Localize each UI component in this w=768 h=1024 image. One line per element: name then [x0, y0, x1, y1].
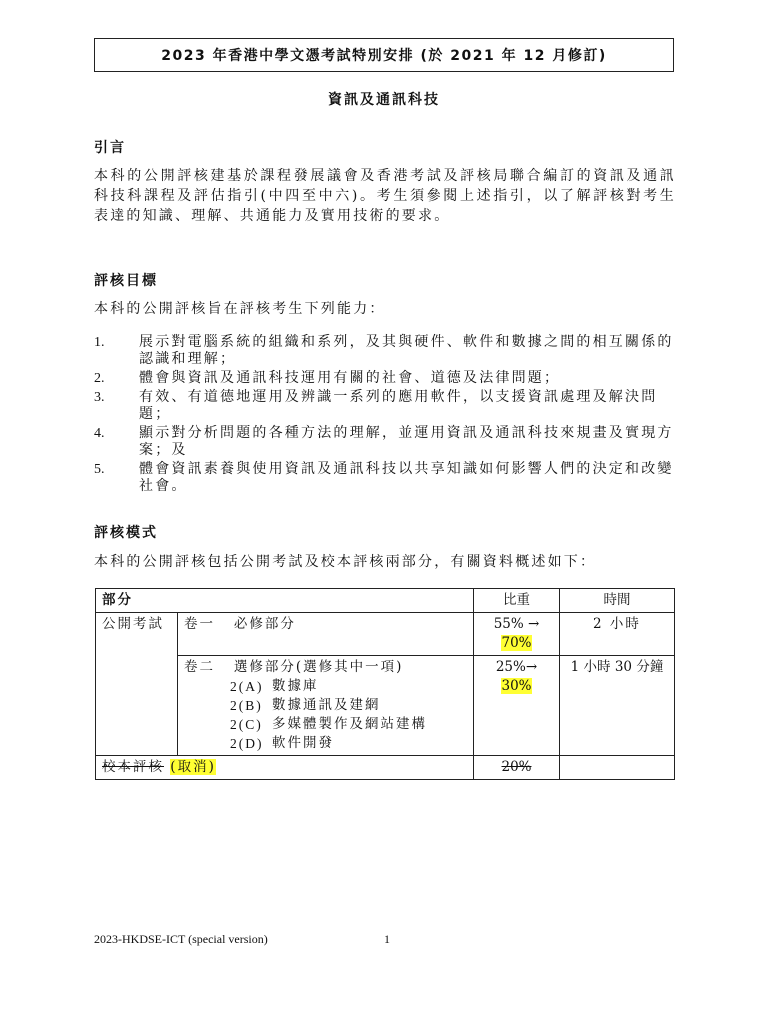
header-time: 時間 [560, 589, 675, 613]
list-item [230, 715, 467, 734]
paper2-options [184, 677, 467, 753]
paper2-desc: 選修部分(選修其中一項) [233, 659, 404, 675]
footer-doc-id: 2023-HKDSE-ICT (special version) [94, 932, 268, 946]
sba-cancelled-badge: (取消) [170, 759, 216, 775]
table-row [96, 613, 675, 656]
arrow-icon: → [525, 659, 538, 675]
option-label: 數據通訊及建網 [272, 697, 381, 713]
intro-heading: 引言 [94, 140, 126, 156]
table-row [96, 756, 675, 780]
paper2-weight [474, 656, 560, 756]
header-weight: 比重 [474, 589, 560, 613]
header-part: 部分 [96, 589, 474, 613]
option-code: 2(D) [230, 736, 264, 751]
option-label: 軟件開發 [272, 735, 334, 751]
list-item-number: 1. [94, 335, 105, 350]
paper1-weight-old: 55% [493, 616, 524, 632]
paper2-cell [178, 656, 474, 756]
mode-heading: 評核模式 [94, 525, 158, 541]
option-code: 2(C) [230, 717, 263, 732]
option-label: 數據庫 [272, 678, 319, 694]
list-item-number: 3. [94, 390, 105, 405]
public-exam-label: 公開考試 [96, 613, 178, 656]
objectives-heading: 評核目標 [94, 273, 158, 289]
paper1-weight-new: 70% [501, 635, 532, 651]
list-item-text: 體會與資訊及通訊科技運用有關的社會、道德及法律問題； [139, 370, 561, 386]
list-item-number: 2. [94, 371, 105, 386]
list-item-text: 有效、有道德地運用及辨識一系列的應用軟件，以支援資訊處理及解決問題； [139, 389, 658, 422]
list-item [94, 425, 676, 459]
sba-label: 校本評核 [102, 759, 164, 775]
objectives-lead: 本科的公開評核旨在評核考生下列能力： [94, 301, 386, 317]
subject-title: 資訊及通訊科技 [328, 92, 440, 108]
table-row [96, 656, 675, 756]
table-header-row [96, 589, 675, 613]
sba-time [560, 756, 675, 780]
document-title-box [94, 38, 674, 72]
paper2-weight-old: 25% [495, 659, 526, 675]
list-item-number: 4. [94, 426, 105, 441]
paper1-weight [474, 613, 560, 656]
paper2-name: 卷二 [184, 659, 215, 675]
paper2-weight-new: 30% [501, 678, 532, 694]
list-item [94, 389, 676, 423]
list-item [94, 461, 676, 495]
list-item-text: 展示對電腦系統的組織和系列，及其與硬件、軟件和數據之間的相互關係的認識和理解； [139, 334, 674, 367]
list-item [94, 370, 676, 387]
option-label: 多媒體製作及網站建構 [272, 716, 427, 732]
public-exam-label-continued [96, 656, 178, 756]
sba-weight [474, 756, 560, 780]
intro-body: 本科的公開評核建基於課程發展議會及香港考試及評核局聯合編訂的資訊及通訊科技科課程及評估指引(中四至中六)。考生須參閱上述指引，以了解評核對考生表達的知識、理解、共通能力及實用技術的要求。 [94, 168, 676, 224]
list-item-number: 5. [94, 462, 105, 477]
list-item [230, 734, 467, 753]
paper1-name: 卷一 [184, 616, 215, 632]
document-title: 2023 年香港中學文憑考試特別安排 (於 2021 年 12 月修訂) [161, 48, 607, 64]
paper1-time: 2 小時 [560, 613, 675, 656]
arrow-icon: → [528, 616, 540, 632]
list-item-text: 體會資訊素養與使用資訊及通訊科技以共享知識如何影響人們的決定和改變社會。 [139, 461, 674, 494]
paper1-desc: 必修部分 [233, 616, 296, 632]
paper1-cell [178, 613, 474, 656]
assessment-table [95, 588, 675, 780]
list-item-text: 顯示對分析問題的各種方法的理解，並運用資訊及通訊科技來規畫及實現方案；及 [139, 425, 674, 458]
option-code: 2(B) [230, 698, 263, 713]
sba-weight-value: 20% [501, 759, 532, 775]
option-code: 2(A) [230, 679, 264, 694]
list-item [230, 696, 467, 715]
list-item [94, 334, 676, 368]
list-item [230, 677, 467, 696]
objectives-list [94, 334, 676, 497]
paper2-time: 1 小時 30 分鐘 [560, 656, 675, 756]
mode-lead: 本科的公開評核包括公開考試及校本評核兩部分，有關資料概述如下： [94, 554, 597, 570]
footer-page-number: 1 [384, 932, 390, 946]
sba-cell [96, 756, 474, 780]
